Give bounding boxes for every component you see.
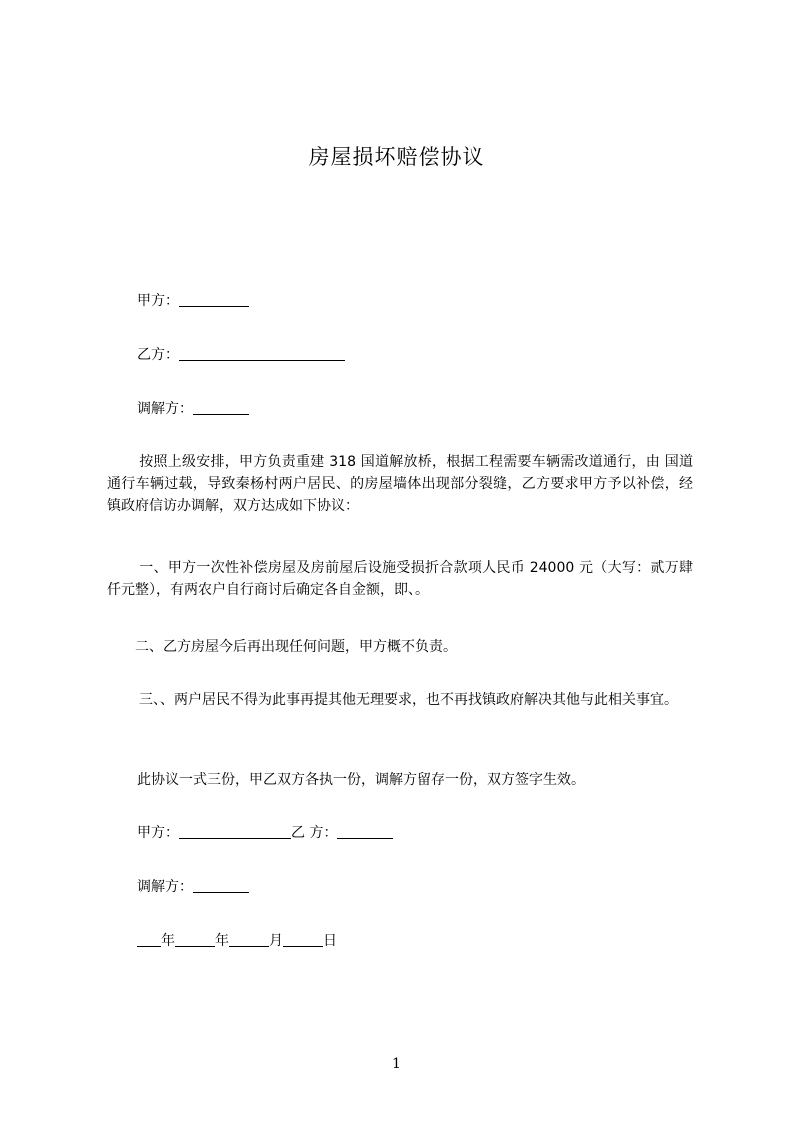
paragraph-preamble <box>107 451 693 517</box>
date-year-label-2: 年 <box>215 933 229 949</box>
date-year-label-1: 年 <box>161 933 175 949</box>
document-title: 房屋损坏赔偿协议 <box>308 145 485 169</box>
date-day-label: 日 <box>323 933 337 949</box>
signature-party-a-label: 甲方： <box>137 825 179 841</box>
date-month-label: 月 <box>269 933 283 949</box>
date-line <box>137 930 337 952</box>
party-a-line <box>137 290 249 312</box>
signature-party-b-label: 乙 方： <box>291 825 338 841</box>
signature-party-a-blank <box>179 824 291 839</box>
party-b-label: 乙方： <box>137 347 179 363</box>
paragraph-text: 二、乙方房屋今后再出现任何问题，甲方概不负责。 <box>135 639 457 655</box>
paragraph-clause-1 <box>107 557 693 601</box>
signature-parties-line <box>137 822 393 844</box>
page-number: 1 <box>392 1056 401 1072</box>
signature-party-b-blank <box>337 824 393 839</box>
date-blank-4 <box>283 932 323 947</box>
party-a-label: 甲方： <box>137 293 179 309</box>
mediator-line <box>137 398 249 420</box>
signature-mediator-line <box>137 876 249 898</box>
party-b-line <box>137 344 345 366</box>
paragraph-text: 按照上级安排，甲方负责重建 318 国道解放桥，根据工程需要车辆需改道通行，由 国道通行车辆过载，导致秦杨村两户居民、的房屋墙体出现部分裂缝，乙方要求甲方予以补偿，经镇政府信访办调解，双方达成如下协议： <box>107 454 693 514</box>
paragraph-closing <box>107 769 693 791</box>
party-a-blank <box>179 292 249 307</box>
date-blank-1 <box>137 932 161 947</box>
party-b-blank <box>179 346 345 361</box>
paragraph-text: 此协议一式三份，甲乙双方各执一份，调解方留存一份，双方签字生效。 <box>137 772 585 788</box>
date-blank-2 <box>175 932 215 947</box>
paragraph-clause-3 <box>107 689 693 711</box>
signature-mediator-blank <box>193 878 249 893</box>
date-blank-3 <box>229 932 269 947</box>
signature-mediator-label: 调解方： <box>137 879 193 895</box>
paragraph-clause-2 <box>107 636 693 658</box>
mediator-blank <box>193 400 249 415</box>
mediator-label: 调解方： <box>137 401 193 417</box>
paragraph-text: 三、、两户居民不得为此事再提其他无理要求，也不再找镇政府解决其他与此相关事宜。 <box>139 692 678 708</box>
paragraph-text: 一、甲方一次性补偿房屋及房前屋后设施受损折合款项人民币 24000 元（大写：贰万肆仟元整），有两农户自行商讨后确定各自金额，即、。 <box>107 560 693 598</box>
